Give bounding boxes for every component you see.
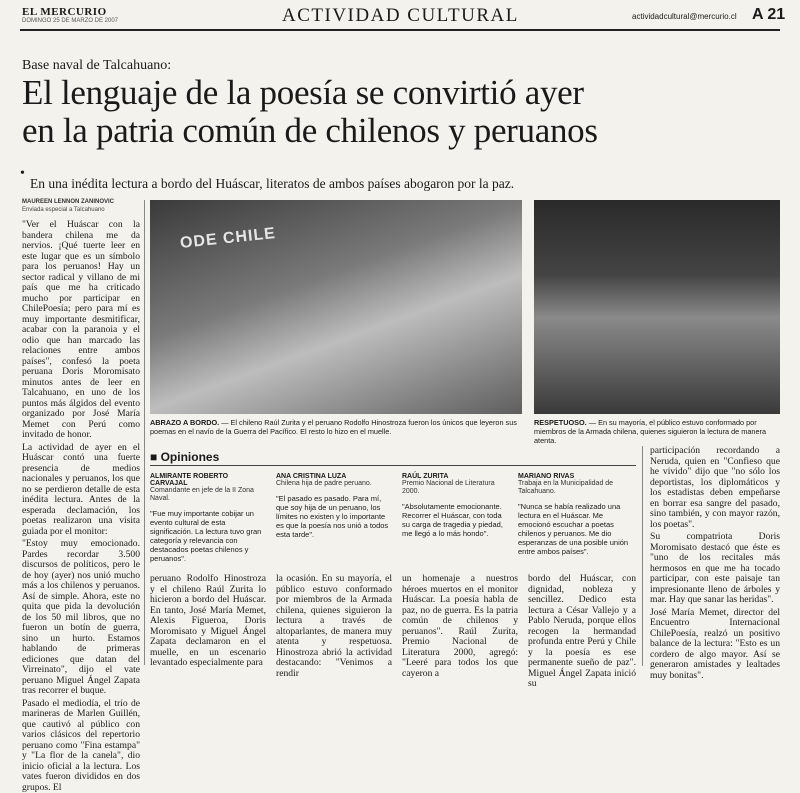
paragraph: José María Memet, director del Encuentro Internacional ChilePoesía, realzó un positivo balance de la lectura: "Esto es un cordero de algo mayor. Así se generaron amistades y lealtades muy bonitas". (650, 608, 780, 682)
headline-line-1: El lenguaje de la poesía se convirtió ayer (22, 74, 782, 112)
opinion-item (402, 473, 508, 538)
caption-text: — En su mayoría, el público estuvo conformado por miembros de la Armada chilena, quienes siguieron la lectura de manera atenta. (534, 418, 766, 445)
caption-photo-1 (150, 418, 522, 436)
opinion-quote: "El pasado es pasado. Para mí, que soy hija de un peruano, los límites no existen y lo importante es que la poesía nos unió a todos esta tarde". (276, 494, 392, 539)
photo-audience (534, 200, 780, 414)
body-column-3: la ocasión. En su mayoría, el público estuvo conformado por miembros de la Armada chilena, quienes siguieron la lectura a través de altoparlantes, de manera muy atenta y respetuosa. Hinostroza abrió la actividad destacando: "Venimos a rendir (276, 574, 392, 679)
paragraph: participación recordando a Neruda, quien en "Confieso que he vivido" dijo que "no sólo los deportistas, los diplomáticos y los estadistas deben empeñarse en borrar esa sangre del pasado, sino también, y con mayor razón, los poetas". (650, 446, 780, 530)
page-number: A 21 (752, 6, 785, 24)
opinion-quote: "Absolutamente emocionante. Recorrer el Huáscar, con toda su carga de tragedia y piedad, me llegó a lo más hondo". (402, 502, 508, 538)
body-column-6 (650, 446, 780, 681)
article-deck: En una inédita lectura a bordo del Huáscar, literatos de ambos países abogaron por la paz. (30, 176, 514, 192)
section-title: ACTIVIDAD CULTURAL (282, 5, 519, 27)
flag-lettering: ODE CHILE (179, 225, 276, 253)
opinion-role: Chilena hija de padre peruano. (276, 480, 392, 488)
opinion-name: RAÚL ZURITA (402, 473, 508, 480)
deck-bullet: • (20, 166, 25, 182)
issue-date: DOMINGO 25 DE MARZO DE 2007 (22, 18, 118, 24)
opinion-item (518, 473, 636, 556)
opinion-quote: "Nunca se había realizado una lectura en el Huáscar. Me emocionó escuchar a poetas chilenos y peruanos. Me dio esperanzas de una posible unión entre ambos países". (518, 502, 636, 556)
paragraph: La actividad de ayer en el Huáscar contó una fuerte presencia de medios nacionales y peruanos, los que no se perdieron detalle de esta inédita lectura. Antes de la esperada declamación, los poetas realizaron una visita guiada por el monitor: (22, 443, 140, 538)
headline-line-2: en la patria común de chilenos y peruanos (22, 112, 782, 150)
opinion-quote: "Fue muy importante cobijar un evento cultural de esta significación. La lectura tuvo gran categoría y relevancia con destacados poetas chilenos y peruanos". (150, 509, 266, 563)
opinion-role: Premio Nacional de Literatura 2000. (402, 480, 508, 496)
opinions-title: Opiniones (161, 450, 220, 464)
byline-place: Enviada especial a Talcahuano (22, 207, 105, 213)
caption-title: RESPETUOSO. (534, 418, 587, 427)
body-column-4: un homenaje a nuestros héroes muertos en el monitor Huáscar. La poesía habla de paz, no de guerra. Es la patria común de chilenos y peruanos". Raúl Zurita, Premio Nacional de Literatura 2000, agregó: "Leeré para todos los que cayeron a (402, 574, 518, 679)
caption-title: ABRAZO A BORDO. (150, 418, 219, 427)
byline-author: MAUREEN LENNON ZANINOVIC (22, 199, 114, 205)
masthead-rule (20, 29, 780, 31)
paragraph: "Estoy muy emocionado. Pardes recordar 3.500 discursos de políticos, pero le de hoy (ayer) nos unió mucho más a los chilenos y peruanos. Así de simple. Ahora, este no quita que pida la devolución de los 50 mil libros, que no fueron un botín de guerra, sino un hurto. Estamos hablando de primeras ediciones que datan del Virreinato", dijo el vate peruano Miguel Ángel Zapata tras recorrer el buque. (22, 539, 140, 697)
opinion-name: MARIANO RIVAS (518, 473, 636, 480)
opinion-role: Trabaja en la Municipalidad de Talcahuano. (518, 480, 636, 496)
paragraph: Pasado el mediodía, el trío de marineras de Marlen Guillén, que cautivó al público con varios clásicos del repertorio peruano como "Fina estampa" y "La flor de la canela", dio inicio oficial a la lectura. Los vates fueron divididos en dos grupos. El (22, 699, 140, 793)
paragraph: "Ver el Huáscar con la bandera chilena me da nervios. ¡Qué tuerte leer en este lugar que es un símbolo para los peruanos! Hay un sector radical y villano de mi país que me ha criticado mucho por participar en ChilePoesía; pero para mí es muy importante desmitificar, acabar con la paranoia y el odio que han marcado las relaciones entre ambos países", confesó la poeta peruana Doris Moromisato minutos antes de leer en Talcahuano, en uno de los puntos más álgidos del evento organizado por José María Memet con Perú como invitado de honor. (22, 220, 140, 441)
opinion-item (276, 473, 392, 539)
article-headline (22, 74, 782, 150)
opinion-name: ALMIRANTE ROBERTO CARVAJAL (150, 473, 266, 487)
body-column-2: peruano Rodolfo Hinostroza y el chileno Raúl Zurita lo hicieron a bordo del Huáscar. En tanto, José María Memet, Alexis Figueroa, Doris Moromisato y Miguel Ángel Zapata declamaron en el muelle, en un escenario levantado especialmente para (150, 574, 266, 669)
article-kicker: Base naval de Talcahuano: (22, 58, 171, 74)
opinion-item (150, 473, 266, 563)
body-column-1 (22, 220, 140, 793)
opinion-role: Comandante en jefe de la II Zona Naval. (150, 487, 266, 503)
opinions-rule (150, 465, 636, 466)
opinions-header: ■ Opiniones (150, 450, 219, 464)
caption-photo-2 (534, 418, 780, 445)
column-divider (642, 446, 643, 666)
caption-text: — El chileno Raúl Zurita y el peruano Rodolfo Hinostroza fueron los únicos que leyeron sus poemas en el navío de la Guerra del Pacífico. El resto lo hizo en el muelle. (150, 418, 517, 436)
section-email: actividadcultural@mercurio.cl (632, 12, 737, 21)
column-divider (144, 200, 145, 665)
body-column-5: bordo del Huáscar, con dignidad, nobleza y sencillez. Dedico esta lectura a César Vallejo y a Pablo Neruda, porque ellos recogen la hermandad profunda entre Perú y Chile y la poesía es ese permanente sueño de paz". Miguel Ángel Zapata inició su (528, 574, 636, 690)
opinion-name: ANA CRISTINA LUZA (276, 473, 392, 480)
paragraph: Su compatriota Doris Moromisato destacó que éste es "uno de los recitales más hermosos en que me ha tocado participar, con este paisaje tan impresionante lleno de árboles y mar. Hay que sanar las heridas". (650, 532, 780, 606)
newspaper-name: EL MERCURIO (22, 6, 107, 18)
